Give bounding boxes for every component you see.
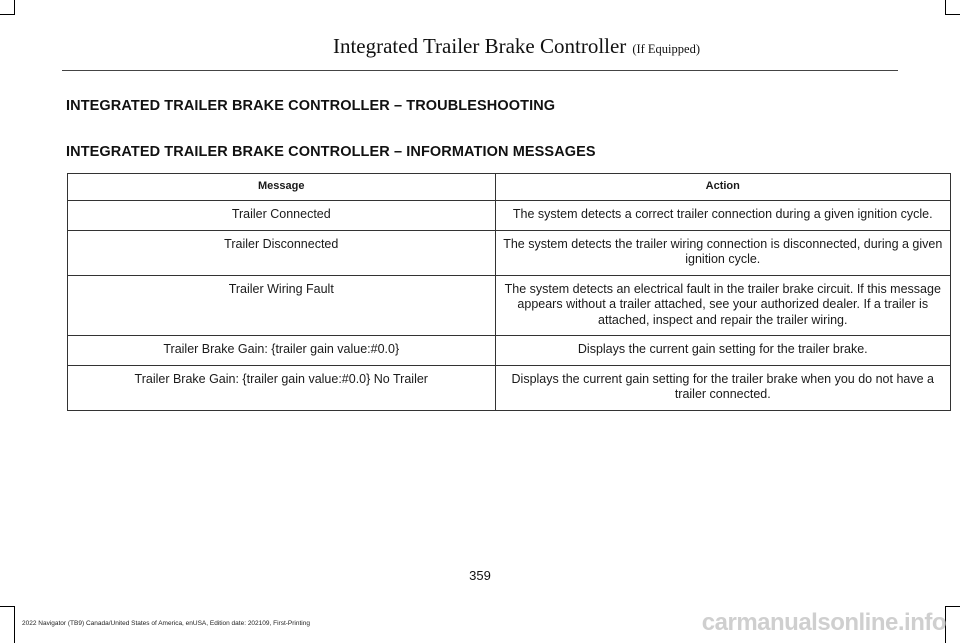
message-cell: Trailer Brake Gain: {trailer gain value:#0.0}: [68, 336, 496, 366]
crop-mark-bottom-left: [0, 606, 15, 643]
message-cell: Trailer Connected: [68, 201, 496, 231]
table-row: [68, 230, 951, 275]
header-rule: [62, 70, 898, 71]
troubleshooting-heading: INTEGRATED TRAILER BRAKE CONTROLLER – TROUBLESHOOTING: [66, 98, 556, 114]
message-cell: Trailer Wiring Fault: [68, 275, 496, 336]
action-cell: The system detects the trailer wiring connection is disconnected, during a given ignition cycle.: [495, 230, 950, 275]
action-cell: The system detects an electrical fault in the trailer brake circuit. If this message appears without a trailer attached, see your authorized dealer. If a trailer is attached, inspect and repair the trailer wiring.: [495, 275, 950, 336]
running-header: [333, 34, 700, 59]
table-row: [68, 336, 951, 366]
message-cell: Trailer Brake Gain: {trailer gain value:#0.0} No Trailer: [68, 365, 496, 410]
page-number: 359: [469, 568, 491, 583]
crop-mark-bottom-right: [945, 606, 960, 643]
running-header-qualifier: (If Equipped): [632, 42, 700, 56]
action-cell: Displays the current gain setting for the trailer brake when you do not have a trailer connected.: [495, 365, 950, 410]
table-row: [68, 201, 951, 231]
action-cell: Displays the current gain setting for the trailer brake.: [495, 336, 950, 366]
table-row: [68, 275, 951, 336]
table-header-row: [68, 174, 951, 201]
crop-mark-top-right: [945, 0, 960, 15]
edition-footer: 2022 Navigator (TB9) Canada/United States of America, enUSA, Edition date: 202109, First-Printing: [22, 620, 310, 627]
crop-mark-top-left: [0, 0, 15, 15]
message-cell: Trailer Disconnected: [68, 230, 496, 275]
information-messages-heading: INTEGRATED TRAILER BRAKE CONTROLLER – INFORMATION MESSAGES: [66, 144, 596, 160]
action-cell: The system detects a correct trailer connection during a given ignition cycle.: [495, 201, 950, 231]
column-header-action: Action: [495, 174, 950, 201]
column-header-message: Message: [68, 174, 496, 201]
running-header-title: Integrated Trailer Brake Controller: [332, 34, 627, 58]
table-row: [68, 365, 951, 410]
watermark: carmanualsonline.info: [701, 609, 946, 636]
information-messages-table: [67, 173, 951, 411]
